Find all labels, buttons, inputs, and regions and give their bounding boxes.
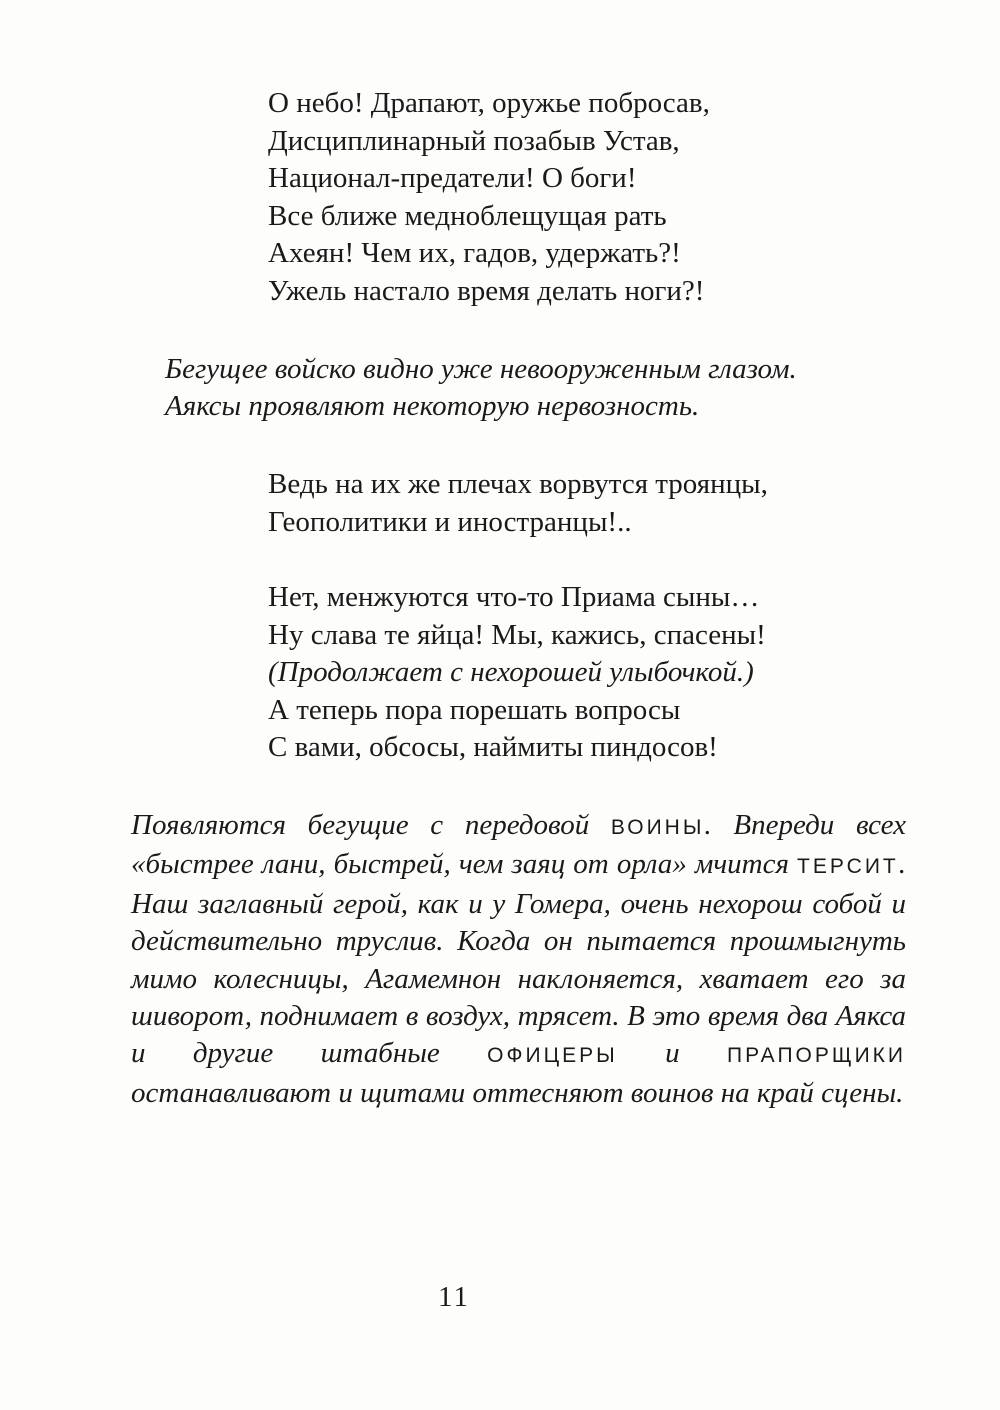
verse-stanza-3	[268, 579, 766, 767]
stage-direction-line: Бегущее войско видно уже невооруженным глазом.	[165, 353, 797, 385]
verse-line: О небо! Драпают, оружье побросав,	[268, 87, 710, 119]
verse-line: Все ближе меднoблещущая рать	[268, 199, 667, 232]
character-name: ВОИНЫ	[610, 816, 705, 839]
verse-line: Нет, менжуются что-то Приама сыны…	[268, 581, 760, 613]
character-name: ПРАПОРЩИКИ	[726, 1044, 906, 1068]
page-number: 11	[438, 1281, 470, 1313]
verse-stanza-1	[268, 85, 710, 311]
verse-line: Геополитики и иностранцы!..	[268, 505, 632, 538]
stage-direction-text: Появляются бегущие с передовой	[131, 809, 611, 841]
stage-direction-text: . Впереди всех «быстрее лани, быстрей, чем заяц от орла» мчится	[131, 809, 907, 881]
verse-line: Ну слава те яйца! Мы, кажись, спасены!	[268, 618, 766, 651]
character-name: ОФИЦЕРЫ	[487, 1044, 618, 1068]
verse-line: С вами, обсосы, наймиты пиндосов!	[268, 731, 718, 764]
verse-line: Национал-предатели! О боги!	[268, 162, 637, 195]
stage-direction-2	[131, 807, 906, 1112]
verse-line: Ахеян! Чем их, гадов, удержать?!	[268, 237, 681, 270]
verse-line: Дисциплинарный позабыв Устав,	[268, 124, 680, 157]
stage-direction-line: Аяксы проявляют некоторую нервозность.	[165, 390, 700, 423]
character-name: ТЕРСИТ	[797, 855, 899, 879]
verse-line: Ведь на их же плечах ворвутся троянцы,	[268, 468, 768, 500]
verse-stanza-2	[268, 466, 768, 541]
stage-direction-text: и	[617, 1037, 727, 1070]
verse-line: Ужель настало время делать ноги?!	[268, 274, 705, 307]
verse-stage-remark: (Продолжает с нехорошей улыбочкой.)	[268, 656, 754, 689]
stage-direction-text: . Наш заглавный герой, как и у Гомера, очень нехорош собой и действительно труслив. Когда он пытается прошмыгнуть мимо колесницы, Агамемнон наклоняется, хватает его за шиворот, поднимает в воздух, трясет. В это время два Аякса и другие штабные	[131, 848, 906, 1070]
stage-direction-text: останавливают и щитами оттесняют воинов на край сцены.	[131, 1076, 904, 1109]
verse-line: А теперь пора порешать вопросы	[268, 693, 681, 726]
stage-direction-1	[165, 351, 797, 426]
